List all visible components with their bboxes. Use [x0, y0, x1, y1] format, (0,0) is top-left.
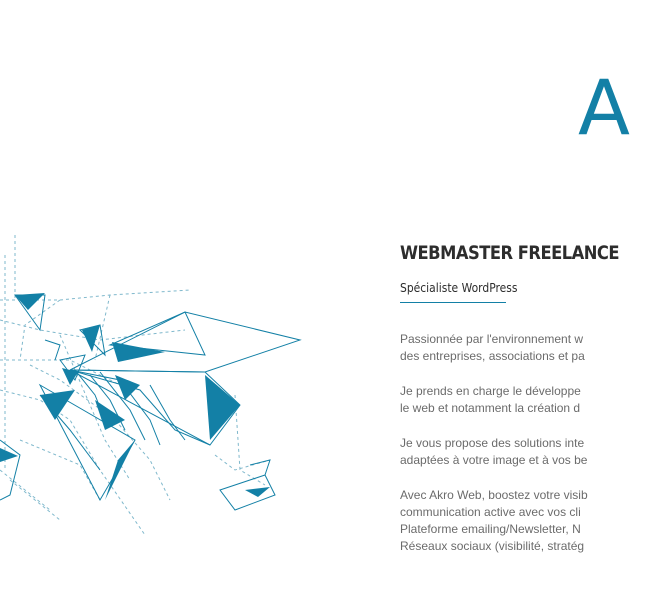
hero-content: [400, 242, 620, 573]
text-line: communication active avec vos cli: [400, 505, 581, 519]
hero-title: WEBMASTER FREELANCE: [400, 242, 620, 264]
text-line: adaptées à votre image et à vos be: [400, 453, 588, 467]
text-line: Plateforme emailing/Newsletter, N: [400, 522, 581, 536]
text-line: Avec Akro Web, boostez votre visib: [400, 488, 588, 502]
paragraph-development: [400, 383, 660, 417]
site-logo[interactable]: A: [578, 63, 628, 152]
text-line: le web et notamment la création d: [400, 401, 581, 415]
subtitle-underline: [400, 302, 506, 303]
text-line: Passionnée par l'environnement w: [400, 332, 584, 346]
hero-description: [400, 331, 660, 555]
hero-subtitle: Spécialiste WordPress: [400, 280, 518, 295]
text-line: Je vous propose des solutions inte: [400, 436, 585, 450]
paragraph-solutions: [400, 435, 660, 469]
paragraph-akro-web: [400, 487, 660, 555]
text-line: des entreprises, associations et pa: [400, 349, 585, 363]
paragraph-passion: [400, 331, 660, 365]
text-line: Je prends en charge le développe: [400, 384, 581, 398]
paper-plane-network-icon: [0, 225, 310, 545]
text-line: Réseaux sociaux (visibilité, stratég: [400, 539, 585, 553]
